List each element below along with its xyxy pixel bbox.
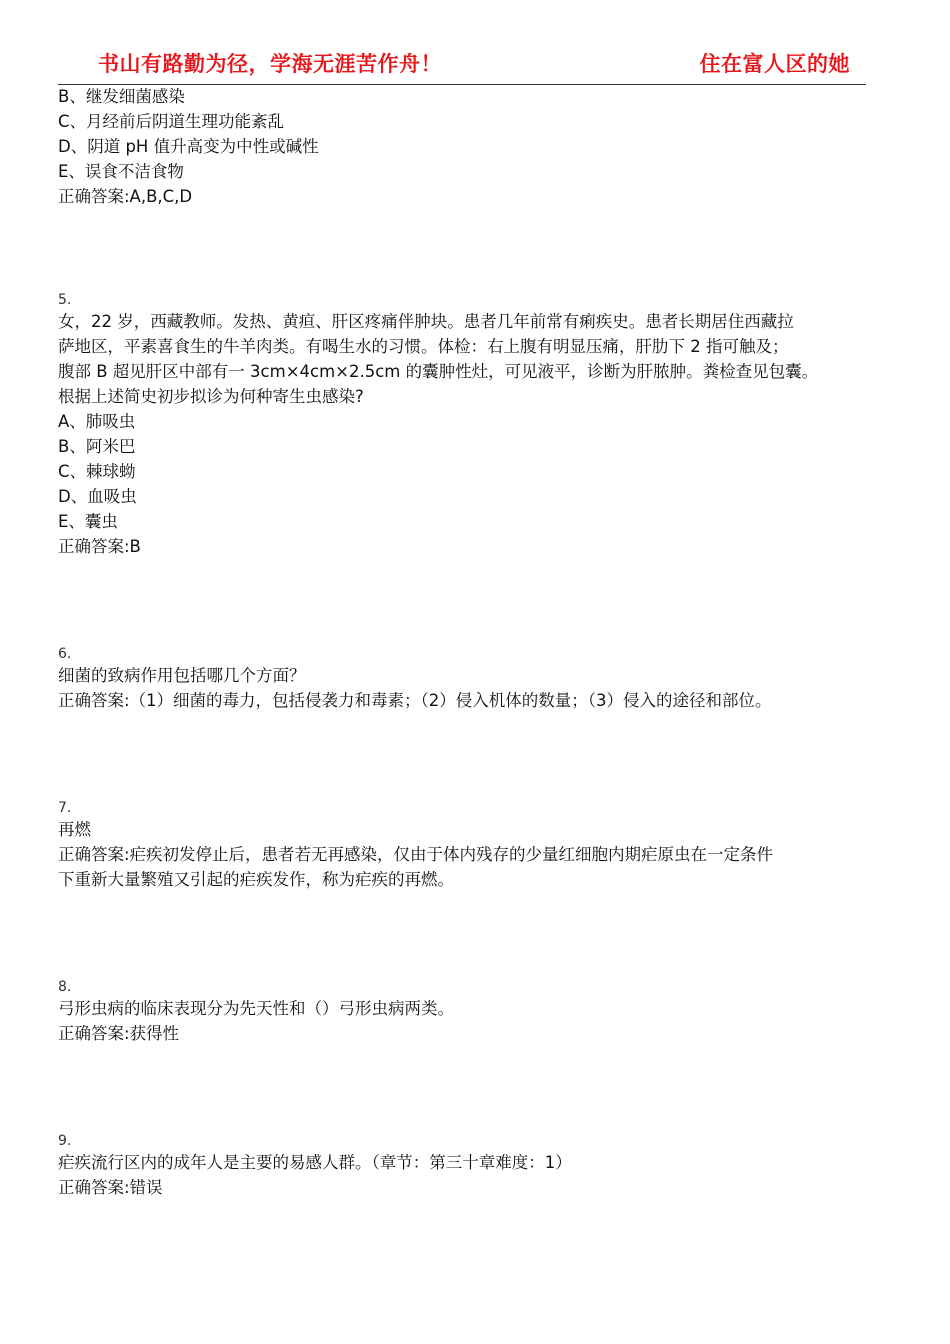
answer: 正确答案:（1）细菌的毒力，包括侵袭力和毒素；（2）侵入机体的数量；（3）侵入的途径和部位。 bbox=[58, 691, 772, 710]
option-e: E、误食不洁食物 bbox=[58, 162, 184, 181]
page-header bbox=[58, 48, 866, 85]
question-stem: 再燃 bbox=[58, 820, 91, 839]
question-9 bbox=[58, 1132, 908, 1200]
option-c: C、月经前后阴道生理功能紊乱 bbox=[58, 112, 285, 131]
question-stem-line: 萨地区，平素喜食生的牛羊肉类。有喝生水的习惯。体检：右上腹有明显压痛，肝肋下 2 指可触及； bbox=[58, 337, 789, 356]
question-stem-line: 根据上述简史初步拟诊为何种寄生虫感染? bbox=[58, 387, 364, 406]
option-e: E、囊虫 bbox=[58, 512, 118, 531]
question-stem: 弓形虫病的临床表现分为先天性和（）弓形虫病两类。 bbox=[58, 999, 454, 1018]
option-a: A、肺吸虫 bbox=[58, 412, 136, 431]
question-4-continued bbox=[58, 84, 908, 209]
question-5 bbox=[58, 291, 908, 559]
option-c: C、棘球蚴 bbox=[58, 462, 136, 481]
option-d: D、血吸虫 bbox=[58, 487, 137, 506]
question-number: 5. bbox=[58, 292, 72, 308]
answer: 正确答案:获得性 bbox=[58, 1024, 180, 1043]
question-stem-line: 女，22 岁，西藏教师。发热、黄疸、肝区疼痛伴肿块。患者几年前常有痢疾史。患者长期居住西藏拉 bbox=[58, 312, 794, 331]
answer: 正确答案:错误 bbox=[58, 1178, 163, 1197]
question-stem: 细菌的致病作用包括哪几个方面？ bbox=[58, 666, 306, 685]
document-body bbox=[58, 84, 908, 1200]
answer-continued: 下重新大量繁殖又引起的疟疾发作，称为疟疾的再燃。 bbox=[58, 870, 454, 889]
answer: 正确答案:疟疾初发停止后，患者若无再感染，仅由于体内残存的少量红细胞内期疟原虫在一定条件 bbox=[58, 845, 774, 864]
question-number: 9. bbox=[58, 1133, 72, 1149]
question-8 bbox=[58, 978, 908, 1046]
question-7 bbox=[58, 799, 908, 892]
answer: 正确答案:A,B,C,D bbox=[58, 187, 193, 206]
question-number: 6. bbox=[58, 646, 72, 662]
option-b: B、阿米巴 bbox=[58, 437, 136, 456]
option-b: B、继发细菌感染 bbox=[58, 87, 185, 106]
option-d: D、阴道 pH 值升高变为中性或碱性 bbox=[58, 137, 319, 156]
question-number: 7. bbox=[58, 800, 72, 816]
question-number: 8. bbox=[58, 979, 72, 995]
question-stem-line: 腹部 B 超见肝区中部有一 3cm×4cm×2.5cm 的囊肿性灶，可见液平，诊断为肝脓肿。粪检查见包囊。 bbox=[58, 362, 819, 381]
header-author: 住在富人区的她 bbox=[699, 51, 850, 76]
header-motto: 书山有路勤为径，学海无涯苦作舟！ bbox=[98, 51, 442, 76]
question-6 bbox=[58, 645, 908, 713]
question-stem: 疟疾流行区内的成年人是主要的易感人群。（章节：第三十章难度：1） bbox=[58, 1153, 572, 1172]
answer: 正确答案:B bbox=[58, 537, 141, 556]
